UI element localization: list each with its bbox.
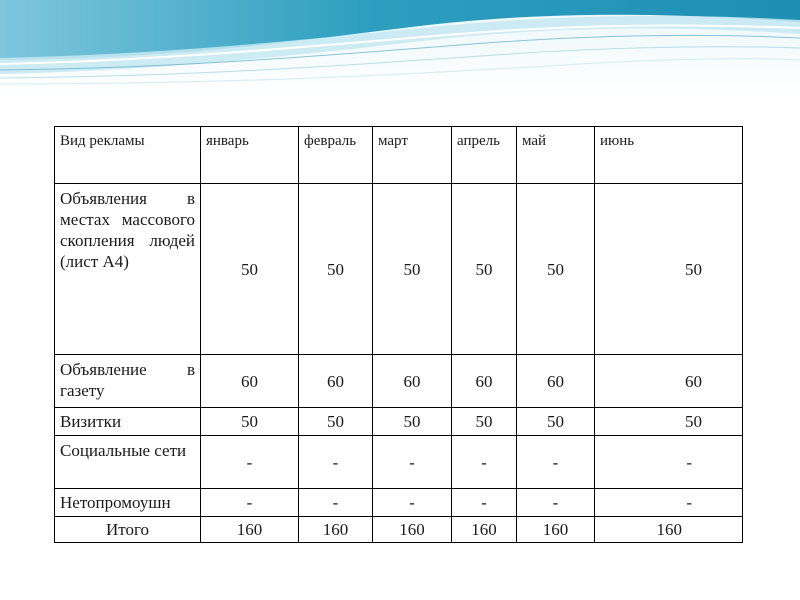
table-cell: - — [595, 489, 743, 517]
total-cell: 160 — [299, 517, 373, 543]
column-header-ad-type: Вид рекламы — [55, 127, 201, 184]
column-header-may: май — [517, 127, 595, 184]
table-row — [55, 408, 743, 436]
table-cell: - — [373, 489, 452, 517]
table-row — [55, 489, 743, 517]
table-header-row — [55, 127, 743, 184]
column-header-june: июнь — [595, 127, 743, 184]
row-label: Нетопромоушн — [55, 489, 201, 517]
table-cell: 50 — [452, 184, 517, 355]
row-label: Визитки — [55, 408, 201, 436]
total-label: Итого — [55, 517, 201, 543]
table-cell: 50 — [517, 184, 595, 355]
table-cell: - — [452, 436, 517, 489]
table-cell: - — [299, 489, 373, 517]
table-cell: 50 — [595, 184, 743, 355]
table-row — [55, 436, 743, 489]
row-label: Социальные сети — [55, 436, 201, 489]
column-header-april: апрель — [452, 127, 517, 184]
table-cell: 50 — [299, 408, 373, 436]
table-cell: 50 — [201, 184, 299, 355]
table-cell: 60 — [452, 355, 517, 408]
column-header-march: март — [373, 127, 452, 184]
decorative-wave-banner — [0, 0, 800, 95]
table-cell: - — [201, 436, 299, 489]
table-cell: 50 — [299, 184, 373, 355]
table-cell: 50 — [373, 408, 452, 436]
table-cell: 60 — [595, 355, 743, 408]
total-cell: 160 — [595, 517, 743, 543]
table-cell: 50 — [452, 408, 517, 436]
row-label: Объявление в газету — [55, 355, 201, 408]
table-cell: 60 — [517, 355, 595, 408]
table-cell: - — [201, 489, 299, 517]
table-cell: 60 — [299, 355, 373, 408]
table-cell: - — [517, 489, 595, 517]
table-cell: - — [373, 436, 452, 489]
column-header-january: январь — [201, 127, 299, 184]
table-cell: 50 — [517, 408, 595, 436]
total-cell: 160 — [201, 517, 299, 543]
table-cell: - — [595, 436, 743, 489]
table-cell: 50 — [373, 184, 452, 355]
total-cell: 160 — [452, 517, 517, 543]
table-row — [55, 355, 743, 408]
table-cell: 50 — [595, 408, 743, 436]
total-row — [55, 517, 743, 543]
table-cell: 60 — [373, 355, 452, 408]
table-cell: 60 — [201, 355, 299, 408]
total-cell: 160 — [517, 517, 595, 543]
total-cell: 160 — [373, 517, 452, 543]
row-label: Объявления в местах массового скопления людей (лист А4) — [55, 184, 201, 355]
column-header-february: февраль — [299, 127, 373, 184]
table-cell: - — [452, 489, 517, 517]
table-cell: - — [299, 436, 373, 489]
advertising-budget-table — [54, 126, 743, 543]
table-cell: 50 — [201, 408, 299, 436]
table-row — [55, 184, 743, 355]
table-cell: - — [517, 436, 595, 489]
